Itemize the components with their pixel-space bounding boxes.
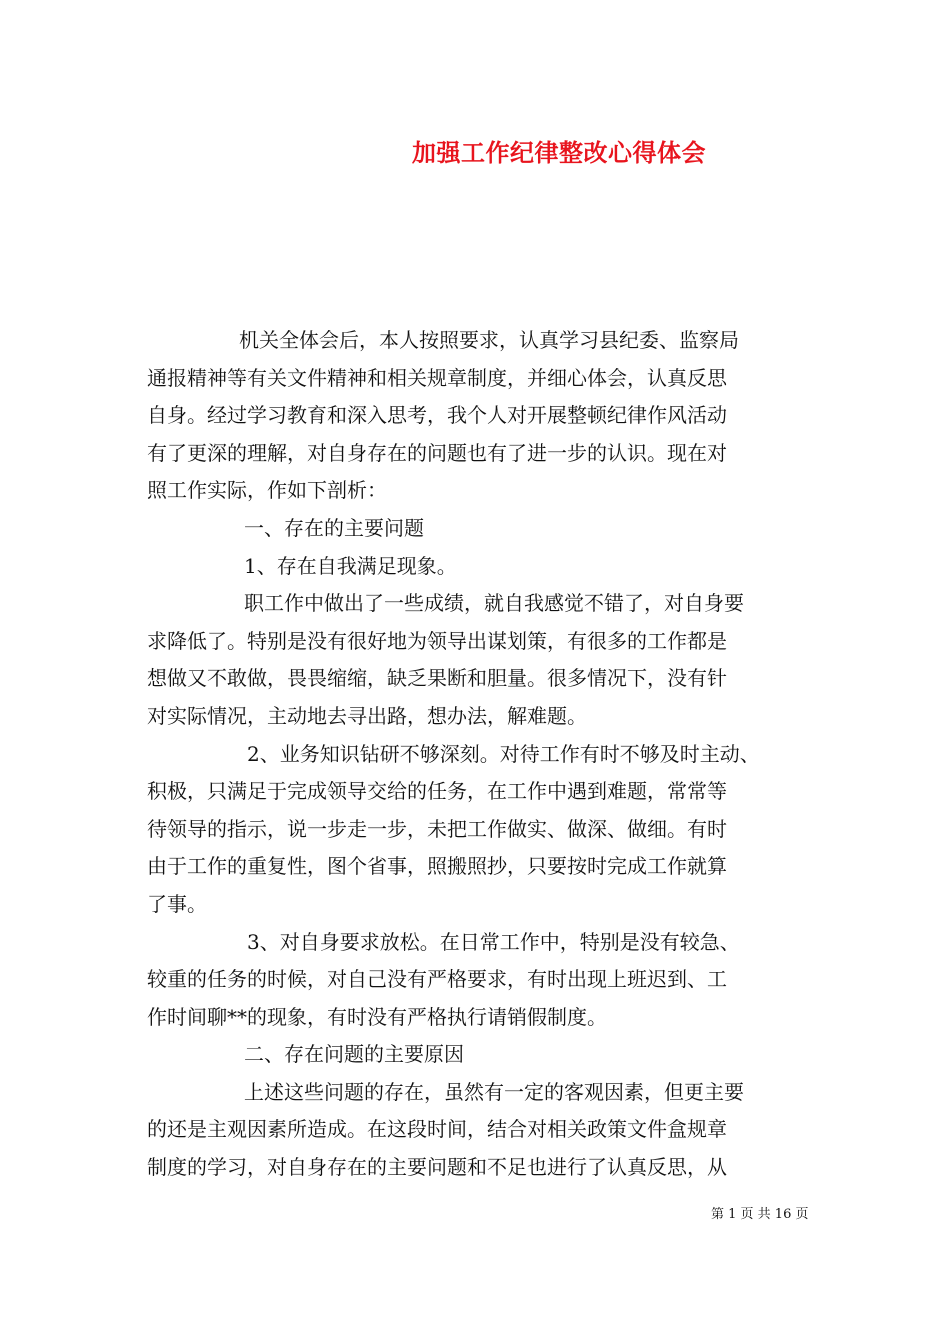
text-line: 求降低了。特别是没有很好地为领导出谋划策，有很多的工作都是 [147,628,727,653]
text-line: 的还是主观因素所造成。在这段时间，结合对相关政策文件盒规章 [147,1117,727,1142]
page-footer: 第 1 页 共 16 页 [711,1207,809,1222]
text-line: 较重的任务的时候，对自己没有严格要求，有时出现上班迟到、工 [147,967,727,992]
text-line: 有了更深的理解，对自身存在的问题也有了进一步的认识。现在对 [147,440,727,465]
text-line: 由于工作的重复性，图个省事，照搬照抄，只要按时完成工作就算 [147,854,727,879]
text-line: 机关全体会后，本人按照要求，认真学习县纪委、监察局 [239,328,739,352]
section-heading: 二、存在问题的主要原因 [244,1042,464,1067]
document-title: 加强工作纪律整改心得体会 [412,138,706,167]
document-body [147,322,817,1187]
text-line: 3、对自身要求放松。在日常工作中，特别是没有较急、 [247,929,740,954]
text-line: 自身。经过学习教育和深入思考，我个人对开展整顿纪律作风活动 [147,403,727,428]
text-line: 对实际情况，主动地去寻出路，想办法，解难题。 [147,703,587,728]
section-heading: 一、存在的主要问题 [244,515,424,540]
text-line: 了事。 [147,891,207,916]
text-line: 通报精神等有关文件精神和相关规章制度，并细心体会，认真反思 [147,365,727,390]
text-line: 2、业务知识钻研不够深刻。对待工作有时不够及时主动、 [247,741,760,766]
text-line: 照工作实际，作如下剖析： [147,478,387,503]
text-line: 作时间聊**的现象，有时没有严格执行请销假制度。 [147,1004,607,1029]
text-line: 制度的学习，对自身存在的主要问题和不足也进行了认真反思，从 [147,1155,727,1180]
text-line: 待领导的指示，说一步走一步，未把工作做实、做深、做细。有时 [147,816,727,841]
text-line: 上述这些问题的存在，虽然有一定的客观因素，但更主要 [244,1079,744,1104]
subsection-heading: 1、存在自我满足现象。 [244,553,457,578]
text-line: 积极，只满足于完成领导交给的任务，在工作中遇到难题，常常等 [147,779,727,804]
text-line: 职工作中做出了一些成绩，就自我感觉不错了，对自身要 [244,591,744,616]
text-line: 想做又不敢做，畏畏缩缩，缺乏果断和胆量。很多情况下，没有针 [147,666,727,691]
